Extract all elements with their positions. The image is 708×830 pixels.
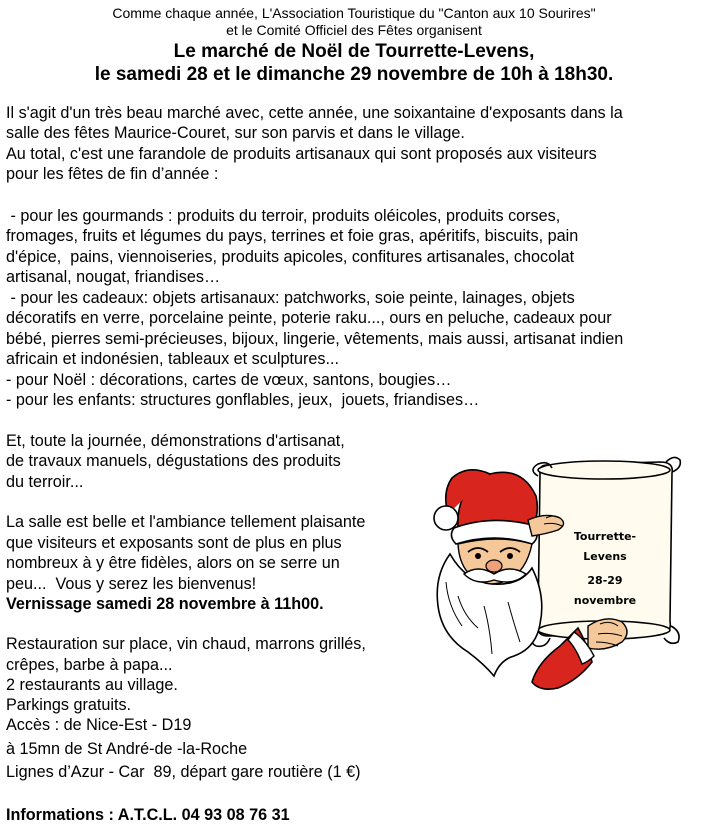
- organizer-line-2: et le Comité Officiel des Fêtes organisent: [226, 22, 482, 38]
- event-title: Le marché de Noël de Tourrette-Levens,: [173, 41, 535, 62]
- santa-face-icon: [458, 539, 532, 584]
- intro-line: Au total, c'est une farandole de produits artisanaux qui sont proposés aux visiteurs: [6, 145, 597, 163]
- santa-hand-icon: [588, 619, 627, 649]
- scroll-text-line: Tourrette-: [573, 530, 637, 543]
- practical-line: à 15mn de St André-de -la-Roche: [6, 740, 248, 758]
- santa-claus-scroll-illustration: [428, 456, 694, 696]
- intro-line: salle des fêtes Maurice-Couret, sur son parvis et dans le village.: [6, 124, 465, 142]
- ambiance-line: nombreux à y être fidèles, alors on se serre un: [6, 554, 340, 572]
- products-line: fromages, fruits et légumes du pays, terrines et foie gras, apéritifs, biscuits, pain: [6, 227, 579, 245]
- products-line: décoratifs en verre, porcelaine peinte, poterie raku..., ours en peluche, cadeaux pour: [6, 309, 612, 327]
- practical-line: crêpes, barbe à papa...: [6, 656, 173, 674]
- demos-line: de travaux manuels, dégustations des produits: [6, 452, 341, 470]
- scroll-text-line: Levens: [583, 550, 627, 563]
- informations-line: Informations : A.T.C.L. 04 93 08 76 31: [6, 806, 290, 824]
- practical-line: Lignes d’Azur - Car 89, départ gare routière (1 €): [6, 763, 361, 781]
- practical-line: Parkings gratuits.: [6, 696, 132, 714]
- practical-line: Accès : de Nice-Est - D19: [6, 716, 192, 734]
- products-line: artisanal, nougat, friandises…: [6, 268, 221, 286]
- products-line: africain et indonésien, tableaux et sculptures...: [6, 350, 339, 368]
- demos-line: du terroir...: [6, 473, 84, 491]
- ambiance-line: peu... Vous y serez les bienvenus!: [6, 575, 257, 593]
- practical-line: Restauration sur place, vin chaud, marrons grillés,: [6, 635, 366, 653]
- scroll-text-line: 28-29: [587, 574, 623, 587]
- ambiance-line: La salle est belle et l'ambiance tellement plaisante: [6, 513, 366, 531]
- products-line: - pour les gourmands : produits du terroir, produits oléicoles, produits corses,: [6, 207, 561, 225]
- products-line: - pour Noël : décorations, cartes de vœux, santons, bougies…: [6, 371, 452, 389]
- ambiance-line: que visiteurs et exposants sont de plus en plus: [6, 534, 342, 552]
- intro-line: Il s'agit d'un très beau marché avec, cette année, une soixantaine d'exposants dans la: [6, 104, 623, 122]
- practical-line: 2 restaurants au village.: [6, 676, 178, 694]
- vernissage-line: Vernissage samedi 28 novembre à 11h00.: [6, 595, 324, 613]
- products-line: bébé, pierres semi-précieuses, bijoux, lingerie, vêtements, mais aussi, artisanat indien: [6, 330, 624, 348]
- event-dates: le samedi 28 et le dimanche 29 novembre de 10h à 18h30.: [94, 64, 614, 85]
- products-line: - pour les enfants: structures gonflables, jeux, jouets, friandises…: [6, 391, 480, 409]
- demos-line: Et, toute la journée, démonstrations d'artisanat,: [6, 432, 345, 450]
- organizer-line-1: Comme chaque année, L'Association Touristique du "Canton aux 10 Sourires": [112, 5, 596, 21]
- scroll-text-line: novembre: [573, 594, 637, 607]
- santa-hat-icon: [434, 470, 537, 544]
- products-line: d'épice, pains, viennoiseries, produits apicoles, confitures artisanales, chocolat: [6, 248, 575, 266]
- products-line: - pour les cadeaux: objets artisanaux: patchworks, soie peinte, lainages, objets: [6, 289, 575, 307]
- intro-line: pour les fêtes de fin d’année :: [6, 165, 219, 183]
